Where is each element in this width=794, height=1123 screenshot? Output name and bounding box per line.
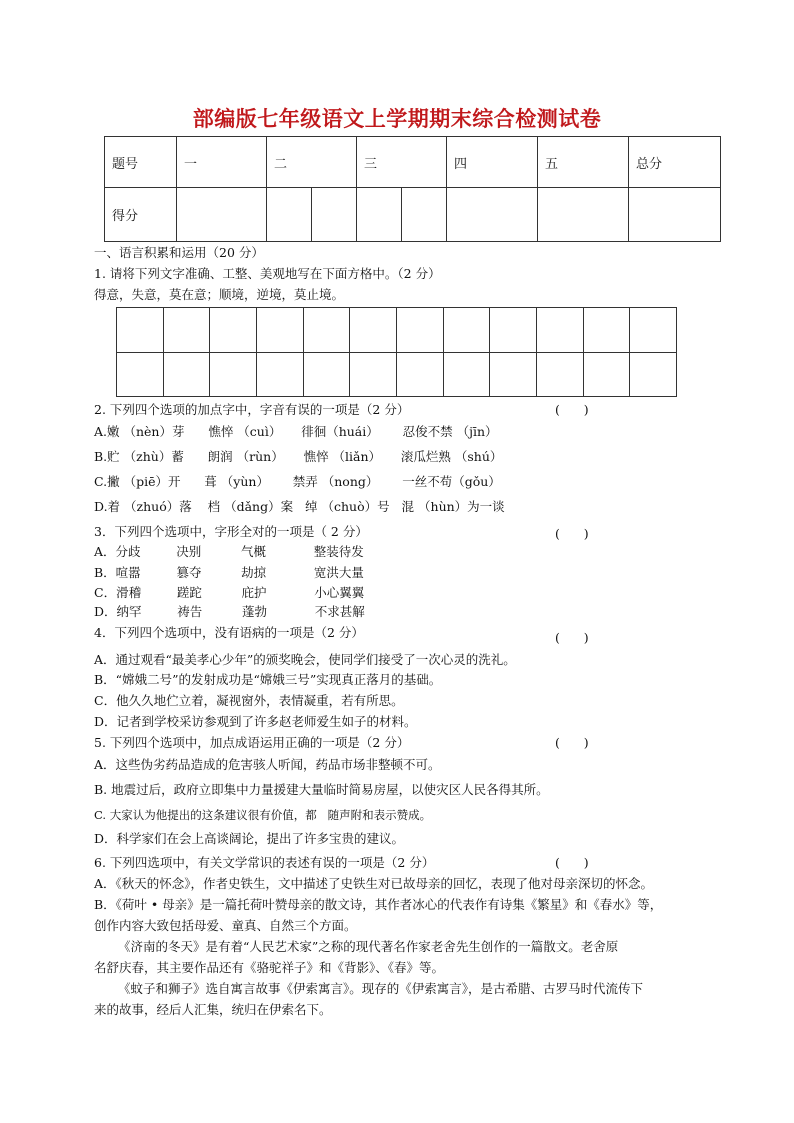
question-1-stem: 1. 请将下列文字准确、工整、美观地写在下面方格中。（2 分） bbox=[94, 266, 441, 281]
question-3-option-a: A．分歧 决别 气概 整装待发 bbox=[94, 544, 364, 559]
question-2-stem: 2. 下列四个选项的加点字中，字音有误的一项是（2 分） bbox=[94, 402, 410, 417]
question-6-stem: 6. 下列四选项中，有关文学常识的表述有误的一项是（2 分） bbox=[94, 855, 435, 870]
score-header-cell: 四 bbox=[447, 137, 538, 188]
question-4-option-b: B．“嫦娥二号”的发射成功是“嫦娥三号”实现真正落月的基础。 bbox=[94, 672, 442, 687]
score-header-cell: 三 bbox=[357, 137, 447, 188]
question-6-option-a: A．《秋天的怀念》，作者史铁生，文中描述了史铁生对已故母亲的回忆，表现了他对母亲深切的怀念。 bbox=[94, 876, 654, 891]
score-cell[interactable] bbox=[629, 188, 721, 242]
grid-cell[interactable] bbox=[630, 308, 677, 353]
question-5-stem: 5. 下列四个选项中，加点成语运用正确的一项是（2 分） bbox=[94, 735, 410, 750]
score-cell[interactable] bbox=[402, 188, 447, 242]
grid-cell[interactable] bbox=[396, 308, 443, 353]
question-6-option-c: 《济南的冬天》是有着“人民艺术家”之称的现代著名作家老舍先生创作的一篇散文。老舍原 bbox=[118, 939, 619, 954]
question-5-option-b: B. 地震过后，政府立即集中力量援建大量临时简易房屋，以使灾区人民各得其所。 bbox=[94, 782, 549, 797]
section-heading: 一、语言积累和运用（20 分） bbox=[94, 245, 264, 260]
question-3-option-d: D．纳罕 祷告 蓬勃 不求甚解 bbox=[94, 604, 365, 619]
question-6-option-d: 《蚊子和狮子》选自寓言故事《伊索寓言》。现存的《伊索寓言》，是古希腊、古罗马时代流传下 bbox=[118, 981, 644, 996]
grid-cell[interactable] bbox=[490, 352, 537, 397]
grid-cell[interactable] bbox=[536, 308, 583, 353]
grid-cell[interactable] bbox=[583, 352, 630, 397]
score-cell[interactable] bbox=[357, 188, 402, 242]
answer-blank[interactable]: ( ) bbox=[555, 630, 589, 645]
question-1-text: 得意，失意，莫在意；顺境，逆境，莫止境。 bbox=[94, 287, 345, 302]
grid-cell[interactable] bbox=[350, 352, 397, 397]
grid-cell[interactable] bbox=[490, 308, 537, 353]
score-header-cell: 五 bbox=[538, 137, 629, 188]
grid-cell[interactable] bbox=[256, 308, 303, 353]
question-5-option-c: C. 大家认为他提出的这条建议很有价值，都 随声附和表示赞成。 bbox=[94, 808, 432, 822]
score-row-label: 得分 bbox=[105, 188, 177, 242]
grid-cell[interactable] bbox=[303, 308, 350, 353]
answer-blank[interactable]: ( ) bbox=[555, 402, 589, 417]
question-6-option-d-cont: 来的故事，经后人汇集，统归在伊索名下。 bbox=[94, 1002, 332, 1017]
question-6-option-b-cont: 创作内容大致包括母爱、童真、自然三个方面。 bbox=[94, 918, 357, 933]
score-cell[interactable] bbox=[312, 188, 357, 242]
question-6-option-c-cont: 名舒庆春，其主要作品还有《骆驼祥子》和《背影》、《春》等。 bbox=[94, 960, 445, 975]
grid-cell[interactable] bbox=[256, 352, 303, 397]
question-5-option-d: D．科学家们在会上高谈阔论，提出了许多宝贵的建议。 bbox=[94, 831, 405, 846]
score-header-cell: 题号 bbox=[105, 137, 177, 188]
grid-cell[interactable] bbox=[210, 308, 257, 353]
question-2-option-c: C.撇 （piē）开 葺 （yùn） 禁弄 （nong） 一丝不苟（gǒu） bbox=[94, 474, 501, 489]
page-title: 部编版七年级语文上学期期末综合检测试卷 bbox=[192, 107, 602, 131]
score-header-cell: 二 bbox=[267, 137, 357, 188]
grid-cell[interactable] bbox=[303, 352, 350, 397]
score-cell[interactable] bbox=[447, 188, 538, 242]
question-2-option-d: D.着 （zhuó）落 档 （dǎng）案 绰 （chuò）号 混 （hùn）为一谈 bbox=[94, 499, 505, 514]
question-4-option-c: C．他久久地伫立着，凝视窗外，表情凝重，若有所思。 bbox=[94, 693, 404, 708]
score-table bbox=[104, 136, 721, 242]
question-5-option-a: A．这些伪劣药品造成的危害骇人听闻，药品市场非整顿不可。 bbox=[94, 757, 441, 772]
grid-cell[interactable] bbox=[210, 352, 257, 397]
answer-blank[interactable]: ( ) bbox=[555, 855, 589, 870]
grid-cell[interactable] bbox=[350, 308, 397, 353]
score-header-cell: 总分 bbox=[629, 137, 721, 188]
score-header-cell: 一 bbox=[177, 137, 267, 188]
score-cell[interactable] bbox=[267, 188, 312, 242]
question-3-option-b: B．喧嚣 篡夺 劫掠 宽洪大量 bbox=[94, 565, 364, 580]
score-header-row bbox=[105, 137, 721, 188]
answer-blank[interactable]: ( ) bbox=[555, 735, 589, 750]
grid-cell[interactable] bbox=[396, 352, 443, 397]
question-6-option-b: B．《荷叶 • 母亲》是一篇托荷叶赞母亲的散文诗，其作者冰心的代表作有诗集《繁星》和《春水》等， bbox=[94, 897, 663, 912]
score-cell[interactable] bbox=[538, 188, 629, 242]
grid-cell[interactable] bbox=[117, 308, 164, 353]
grid-cell[interactable] bbox=[163, 308, 210, 353]
grid-cell[interactable] bbox=[630, 352, 677, 397]
answer-blank[interactable]: ( ) bbox=[555, 526, 589, 541]
question-3-option-c: C．滑稽 蹉跎 庇护 小心翼翼 bbox=[94, 585, 365, 600]
grid-cell[interactable] bbox=[163, 352, 210, 397]
grid-cell[interactable] bbox=[583, 308, 630, 353]
score-value-row bbox=[105, 188, 721, 242]
question-2-option-b: B.贮 （zhù）蓄 朗润 （rùn） 憔悴 （liǎn） 滚瓜烂熟 （shú） bbox=[94, 449, 503, 464]
grid-cell[interactable] bbox=[443, 308, 490, 353]
question-3-stem: 3．下列四个选项中，字形全对的一项是（ 2 分） bbox=[94, 524, 368, 539]
grid-cell[interactable] bbox=[443, 352, 490, 397]
grid-cell[interactable] bbox=[536, 352, 583, 397]
question-4-stem: 4．下列四个选项中，没有语病的一项是（2 分） bbox=[94, 625, 364, 640]
question-4-option-d: D．记者到学校采访参观到了许多赵老师爱生如子的材料。 bbox=[94, 714, 417, 729]
score-cell[interactable] bbox=[177, 188, 267, 242]
grid-cell[interactable] bbox=[117, 352, 164, 397]
writing-grid bbox=[116, 307, 677, 397]
question-4-option-a: A．通过观看“最美孝心少年”的颁奖晚会，使同学们接受了一次心灵的洗礼。 bbox=[94, 652, 516, 667]
question-2-option-a: A.嫩 （nèn）芽 憔悴 （cuì） 徘徊（huái） 忍俊不禁 （jīn） bbox=[94, 424, 498, 439]
